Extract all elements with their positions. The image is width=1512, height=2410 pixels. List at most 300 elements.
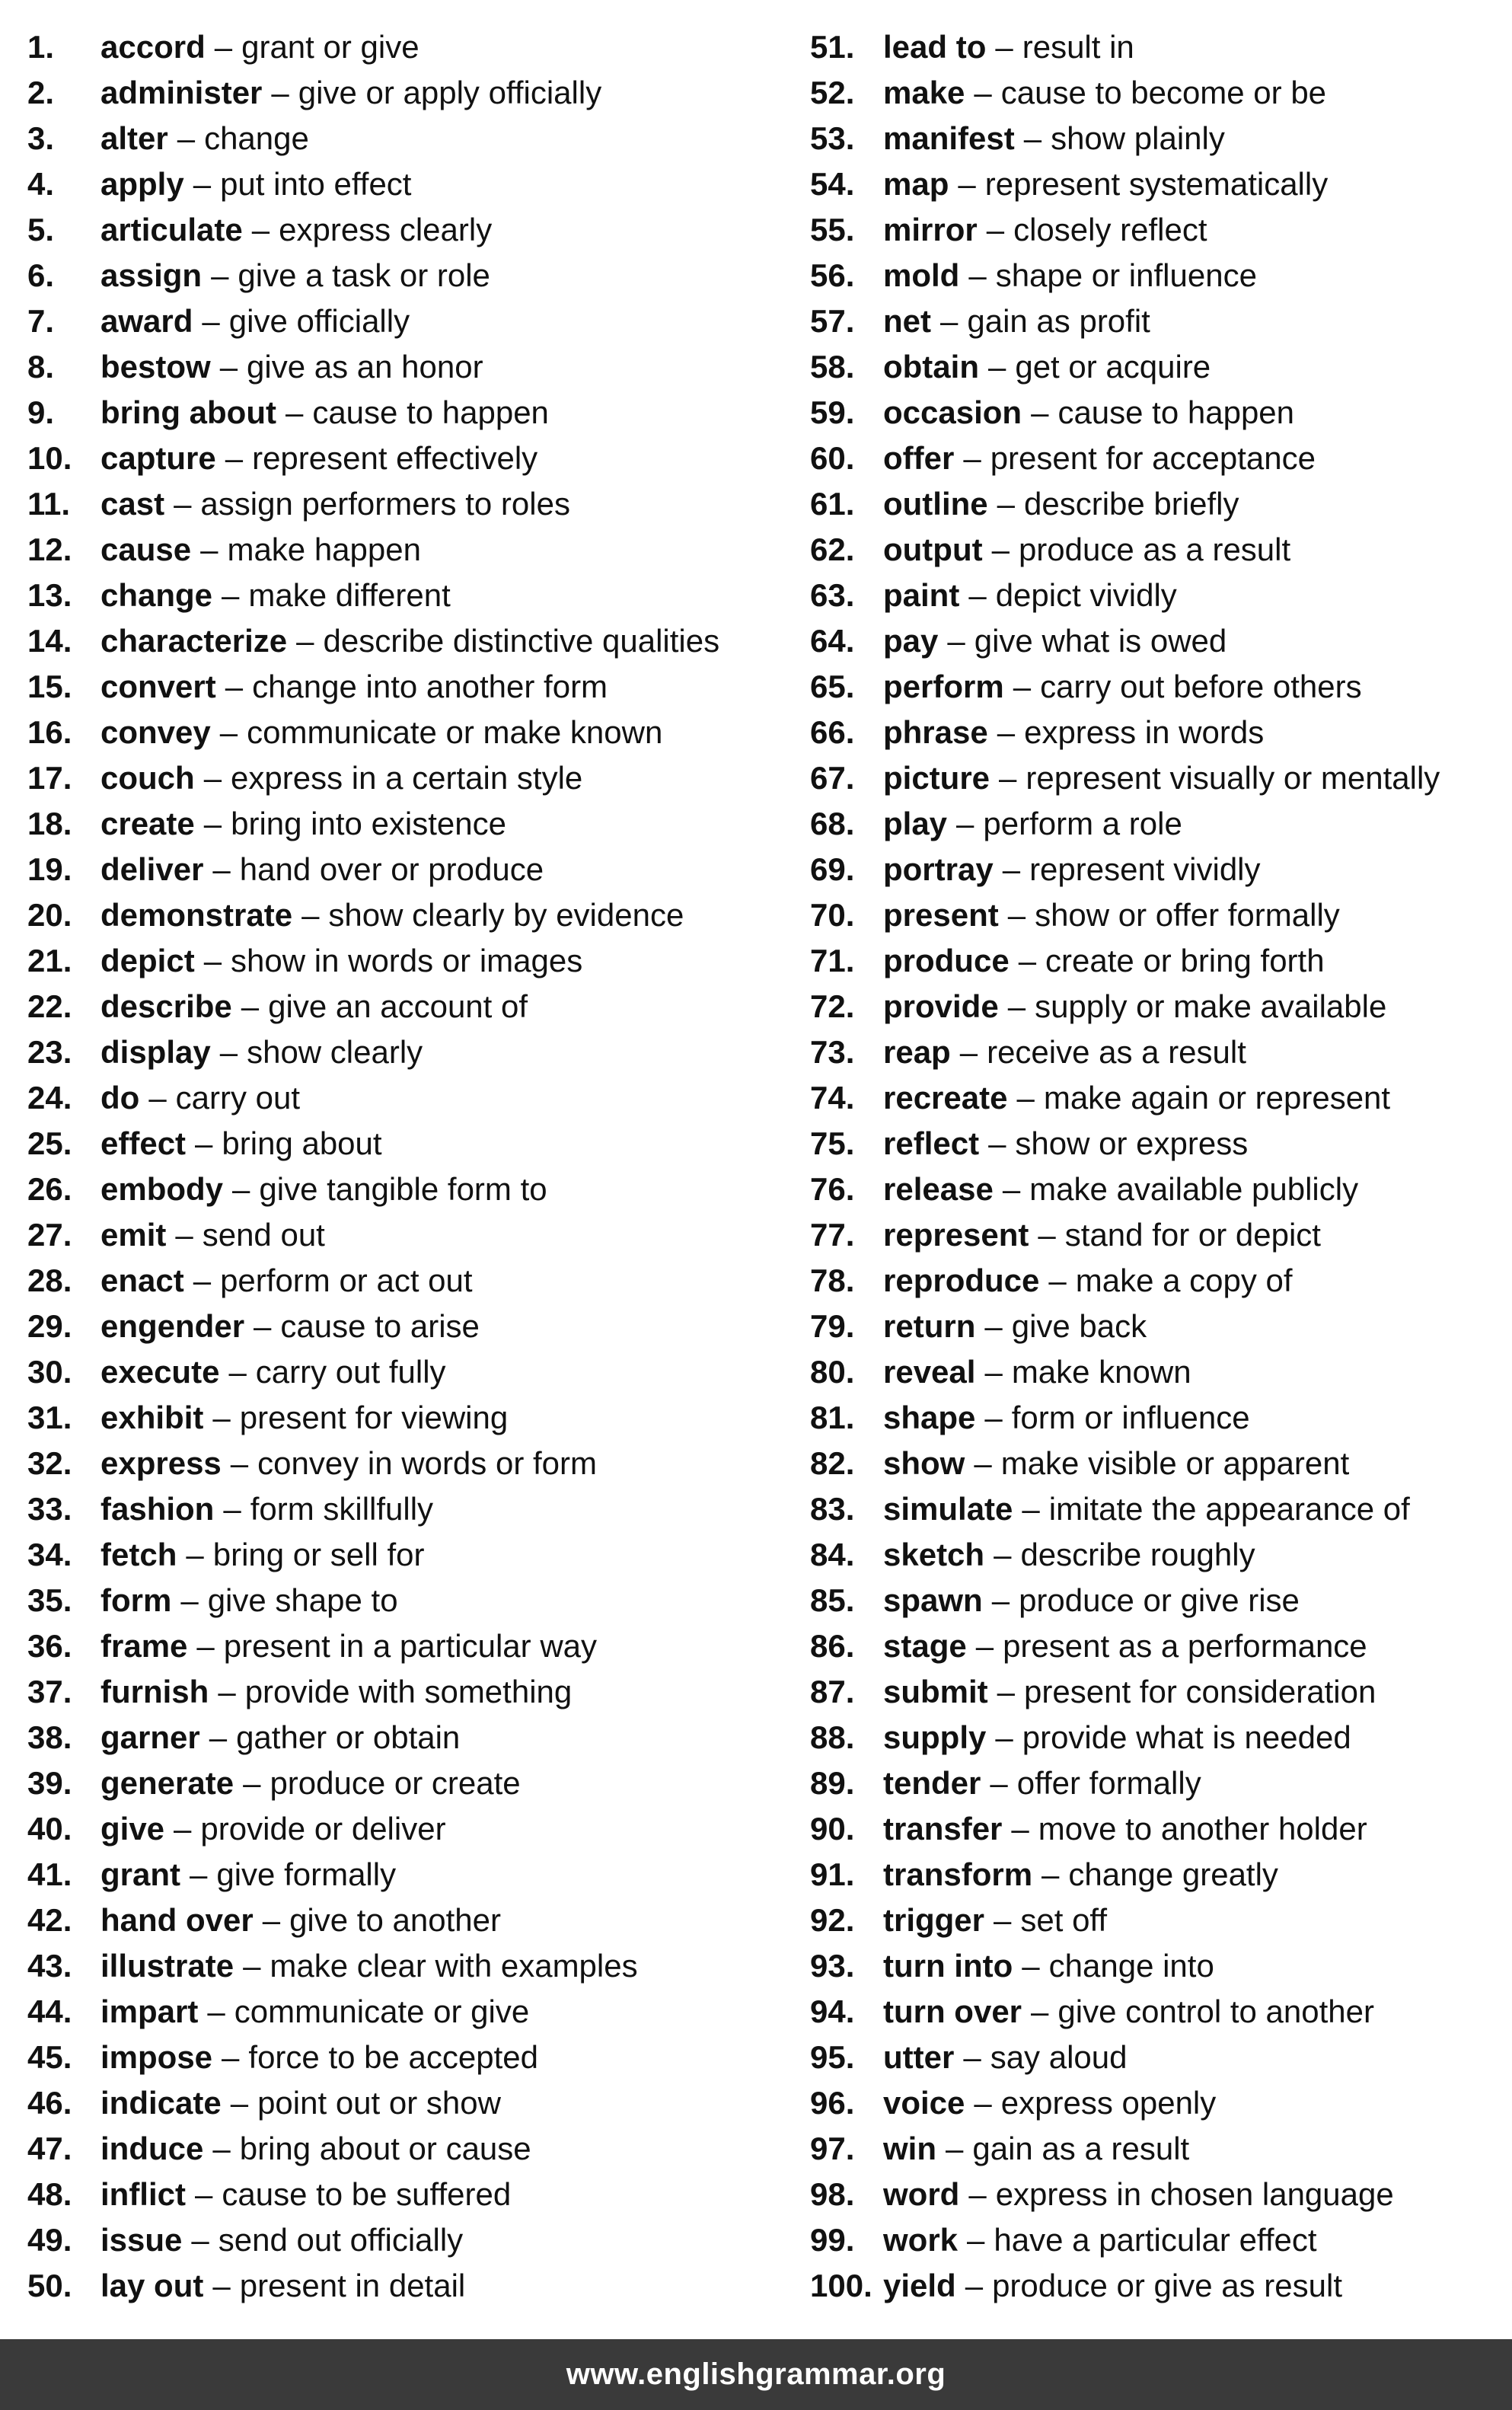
item-word: issue (100, 2222, 183, 2258)
item-separator: – (212, 1400, 231, 1435)
item-definition: present in a particular way (223, 1628, 598, 1664)
item-word: utter (883, 2039, 955, 2075)
item-definition: cause to be suffered (222, 2176, 512, 2212)
item-separator: – (193, 1262, 212, 1298)
item-definition: give as an honor (247, 349, 483, 385)
list-item (27, 664, 774, 710)
item-separator: – (200, 531, 219, 567)
item-word: lay out (100, 2268, 204, 2303)
list-item (27, 1167, 774, 1212)
item-number: 68. (810, 806, 855, 841)
list-item (27, 573, 774, 618)
item-number: 34. (27, 1537, 72, 1572)
word-list-right-column (810, 24, 1495, 2309)
item-separator: – (209, 1719, 228, 1755)
list-item (810, 710, 1495, 755)
item-definition: make a copy of (1075, 1262, 1293, 1298)
item-word: yield (883, 2268, 956, 2303)
list-item (810, 2172, 1495, 2217)
list-item (27, 436, 774, 481)
list-item (810, 24, 1495, 70)
list-item (810, 1258, 1495, 1304)
item-word: pay (883, 623, 939, 659)
item-separator: – (1031, 1993, 1049, 2029)
item-word: create (100, 806, 195, 841)
item-word: lead to (883, 29, 987, 65)
item-number: 21. (27, 943, 72, 978)
item-definition: convey in words or form (257, 1445, 597, 1481)
item-number: 27. (27, 1217, 72, 1253)
item-word: release (883, 1171, 994, 1207)
item-definition: cause to arise (280, 1308, 480, 1344)
list-item (27, 1989, 774, 2035)
item-definition: point out or show (257, 2085, 501, 2121)
item-word: induce (100, 2131, 204, 2166)
item-separator: – (203, 806, 222, 841)
item-separator: – (190, 1856, 208, 1892)
item-word: capture (100, 440, 216, 476)
item-separator: – (211, 257, 229, 293)
list-item (27, 24, 774, 70)
list-item (810, 2263, 1495, 2309)
item-word: obtain (883, 349, 979, 385)
item-separator: – (174, 486, 192, 522)
item-separator: – (968, 2176, 987, 2212)
item-separator: – (968, 257, 987, 293)
item-definition: express in chosen language (995, 2176, 1394, 2212)
list-item (27, 1121, 774, 1167)
item-separator: – (225, 669, 244, 704)
item-definition: offer formally (1016, 1765, 1201, 1801)
item-number: 73. (810, 1034, 855, 1070)
item-number: 22. (27, 988, 72, 1024)
item-word: change (100, 577, 213, 613)
word-list-left-column (27, 24, 774, 2309)
item-definition: make visible or apparent (1000, 1445, 1350, 1481)
list-item (810, 847, 1495, 892)
item-separator: – (1002, 851, 1021, 887)
item-number: 6. (27, 257, 55, 293)
item-definition: cause to happen (1057, 394, 1295, 430)
list-item (27, 1258, 774, 1304)
item-separator: – (285, 394, 304, 430)
item-separator: – (174, 1811, 192, 1847)
item-separator: – (995, 1719, 1013, 1755)
item-number: 75. (810, 1125, 855, 1161)
item-word: couch (100, 760, 195, 796)
item-word: portray (883, 851, 994, 887)
item-number: 31. (27, 1400, 72, 1435)
item-separator: – (974, 2085, 992, 2121)
list-item (810, 1669, 1495, 1715)
item-separator: – (232, 1171, 250, 1207)
item-separator: – (225, 440, 244, 476)
item-number: 61. (810, 486, 855, 522)
item-definition: make happen (227, 531, 421, 567)
item-definition: result in (1022, 29, 1134, 65)
item-definition: perform or act out (220, 1262, 473, 1298)
item-number: 19. (27, 851, 72, 887)
list-item (27, 847, 774, 892)
item-number: 42. (27, 1902, 72, 1938)
item-number: 8. (27, 349, 55, 385)
item-definition: represent vividly (1029, 851, 1261, 887)
list-item (27, 1852, 774, 1898)
list-item (27, 1212, 774, 1258)
item-number: 71. (810, 943, 855, 978)
item-number: 86. (810, 1628, 855, 1664)
item-definition: shape or influence (995, 257, 1257, 293)
item-word: embody (100, 1171, 224, 1207)
item-number: 88. (810, 1719, 855, 1755)
item-definition: gain as a result (972, 2131, 1190, 2166)
item-number: 63. (810, 577, 855, 613)
item-separator: – (223, 1491, 241, 1527)
item-separator: – (963, 2039, 981, 2075)
item-definition: present in detail (239, 2268, 466, 2303)
list-item (810, 1121, 1495, 1167)
item-definition: bring about or cause (239, 2131, 531, 2166)
item-number: 60. (810, 440, 855, 476)
list-item (27, 527, 774, 573)
list-item (810, 664, 1495, 710)
item-definition: describe briefly (1024, 486, 1239, 522)
item-definition: give back (1011, 1308, 1147, 1344)
item-word: engender (100, 1308, 245, 1344)
list-item (810, 1395, 1495, 1441)
item-number: 78. (810, 1262, 855, 1298)
item-definition: produce as a result (1018, 531, 1291, 567)
list-item (810, 892, 1495, 938)
item-word: administer (100, 75, 263, 110)
item-number: 79. (810, 1308, 855, 1344)
item-word: give (100, 1811, 165, 1847)
item-word: cast (100, 486, 165, 522)
item-separator: – (196, 1628, 215, 1664)
item-definition: present as a performance (1003, 1628, 1367, 1664)
item-number: 37. (27, 1674, 72, 1709)
item-definition: provide what is needed (1022, 1719, 1351, 1755)
item-separator: – (186, 1537, 204, 1572)
item-separator: – (262, 1902, 281, 1938)
item-separator: – (1048, 1262, 1067, 1298)
list-item (27, 1441, 774, 1486)
item-separator: – (965, 2268, 984, 2303)
item-definition: make again or represent (1043, 1080, 1391, 1116)
item-separator: – (999, 760, 1017, 796)
item-word: demonstrate (100, 897, 293, 933)
list-item (810, 2126, 1495, 2172)
list-item (810, 298, 1495, 344)
item-separator: – (987, 349, 1006, 385)
item-definition: express openly (1000, 2085, 1217, 2121)
item-definition: describe distinctive qualities (323, 623, 720, 659)
item-number: 65. (810, 669, 855, 704)
item-word: reap (883, 1034, 951, 1070)
item-word: submit (883, 1674, 988, 1709)
item-number: 24. (27, 1080, 72, 1116)
item-number: 93. (810, 1948, 855, 1984)
item-number: 25. (27, 1125, 72, 1161)
item-separator: – (1023, 120, 1042, 156)
item-definition: move to another holder (1038, 1811, 1367, 1847)
item-number: 43. (27, 1948, 72, 1984)
item-separator: – (963, 440, 981, 476)
item-number: 30. (27, 1354, 72, 1390)
item-definition: carry out (175, 1080, 301, 1116)
item-number: 89. (810, 1765, 855, 1801)
item-word: play (883, 806, 948, 841)
item-definition: communicate or give (234, 1993, 530, 2029)
item-number: 96. (810, 2085, 855, 2121)
item-number: 7. (27, 303, 55, 339)
item-separator: – (175, 1217, 193, 1253)
item-definition: bring into existence (231, 806, 507, 841)
footer-bar (0, 2339, 1512, 2410)
item-number: 67. (810, 760, 855, 796)
item-number: 40. (27, 1811, 72, 1847)
item-definition: depict vividly (995, 577, 1177, 613)
item-word: apply (100, 166, 184, 202)
item-separator: – (195, 1125, 213, 1161)
item-separator: – (988, 1125, 1006, 1161)
list-item (27, 618, 774, 664)
item-word: picture (883, 760, 990, 796)
item-number: 91. (810, 1856, 855, 1892)
item-definition: force to be accepted (248, 2039, 538, 2075)
item-definition: provide or deliver (200, 1811, 446, 1847)
list-item (810, 2035, 1495, 2080)
item-separator: – (219, 1034, 238, 1070)
item-word: indicate (100, 2085, 222, 2121)
item-number: 53. (810, 120, 855, 156)
item-word: provide (883, 988, 999, 1024)
list-item (27, 1486, 774, 1532)
item-word: make (883, 75, 965, 110)
item-word: articulate (100, 212, 243, 247)
item-separator: – (203, 760, 222, 796)
list-item (27, 2172, 774, 2217)
item-separator: – (180, 1582, 199, 1618)
list-item (27, 2080, 774, 2126)
item-number: 70. (810, 897, 855, 933)
item-definition: give a task or role (238, 257, 490, 293)
item-definition: give tangible form to (259, 1171, 547, 1207)
item-word: occasion (883, 394, 1022, 430)
item-word: accord (100, 29, 206, 65)
list-item (810, 1212, 1495, 1258)
list-item (810, 801, 1495, 847)
item-separator: – (228, 1354, 247, 1390)
item-word: turn over (883, 1993, 1022, 2029)
item-separator: – (959, 1034, 978, 1070)
item-separator: – (994, 1537, 1012, 1572)
item-separator: – (997, 486, 1016, 522)
item-number: 99. (810, 2222, 855, 2258)
item-definition: give control to another (1057, 1993, 1374, 2029)
item-definition: provide with something (244, 1674, 573, 1709)
list-item (27, 253, 774, 298)
item-separator: – (202, 303, 220, 339)
item-word: mold (883, 257, 960, 293)
list-item (810, 1623, 1495, 1669)
item-word: form (100, 1582, 172, 1618)
list-item (810, 984, 1495, 1029)
list-item (810, 436, 1495, 481)
item-definition: make clear with examples (270, 1948, 638, 1984)
item-definition: give or apply officially (298, 75, 602, 110)
item-number: 3. (27, 120, 55, 156)
item-definition: imitate the appearance of (1048, 1491, 1410, 1527)
item-definition: represent systematically (984, 166, 1329, 202)
item-definition: give shape to (207, 1582, 398, 1618)
item-separator: – (1022, 1491, 1040, 1527)
item-definition: show or offer formally (1035, 897, 1340, 933)
item-number: 4. (27, 166, 55, 202)
item-word: supply (883, 1719, 987, 1755)
item-definition: show in words or images (231, 943, 583, 978)
item-separator: – (967, 2222, 985, 2258)
item-word: assign (100, 257, 203, 293)
list-item (27, 1898, 774, 1943)
item-definition: put into effect (220, 166, 412, 202)
item-word: transfer (883, 1811, 1003, 1847)
item-word: output (883, 531, 983, 567)
item-number: 32. (27, 1445, 72, 1481)
item-word: express (100, 1445, 222, 1481)
item-separator: – (1016, 1080, 1035, 1116)
item-separator: – (230, 1445, 249, 1481)
list-item (27, 801, 774, 847)
item-definition: gather or obtain (236, 1719, 461, 1755)
item-word: characterize (100, 623, 288, 659)
item-number: 46. (27, 2085, 72, 2121)
item-number: 54. (810, 166, 855, 202)
item-separator: – (984, 1400, 1003, 1435)
item-word: grant (100, 1856, 180, 1892)
item-number: 80. (810, 1354, 855, 1390)
item-separator: – (1013, 669, 1032, 704)
item-number: 17. (27, 760, 72, 796)
list-item (27, 1304, 774, 1349)
item-number: 48. (27, 2176, 72, 2212)
list-item (810, 1441, 1495, 1486)
item-word: net (883, 303, 931, 339)
item-separator: – (207, 1993, 225, 2029)
item-separator: – (1007, 897, 1026, 933)
item-word: offer (883, 440, 955, 476)
item-separator: – (254, 1308, 272, 1344)
list-item (27, 1943, 774, 1989)
list-item (27, 710, 774, 755)
item-definition: produce or give as result (992, 2268, 1342, 2303)
list-item (810, 1989, 1495, 2035)
item-separator: – (968, 577, 987, 613)
item-definition: have a particular effect (994, 2222, 1317, 2258)
item-word: illustrate (100, 1948, 234, 1984)
item-word: bestow (100, 349, 211, 385)
item-definition: give an account of (268, 988, 528, 1024)
item-number: 33. (27, 1491, 72, 1527)
item-number: 44. (27, 1993, 72, 2029)
list-item (27, 1715, 774, 1760)
item-word: enact (100, 1262, 184, 1298)
item-number: 58. (810, 349, 855, 385)
list-item (27, 298, 774, 344)
item-separator: – (991, 531, 1010, 567)
item-definition: bring or sell for (212, 1537, 425, 1572)
list-item (27, 1669, 774, 1715)
item-separator: – (986, 212, 1005, 247)
item-number: 64. (810, 623, 855, 659)
item-separator: – (212, 2268, 231, 2303)
item-separator: – (984, 1354, 1003, 1390)
item-definition: perform a role (983, 806, 1182, 841)
item-word: execute (100, 1354, 220, 1390)
item-definition: show plainly (1051, 120, 1225, 156)
item-definition: change into (1048, 1948, 1214, 1984)
item-separator: – (191, 2222, 209, 2258)
item-separator: – (946, 2131, 964, 2166)
item-definition: say aloud (990, 2039, 1128, 2075)
item-separator: – (990, 1765, 1008, 1801)
item-number: 29. (27, 1308, 72, 1344)
item-word: recreate (883, 1080, 1008, 1116)
item-number: 26. (27, 1171, 72, 1207)
item-definition: produce or give rise (1019, 1582, 1300, 1618)
item-word: inflict (100, 2176, 186, 2212)
item-word: furnish (100, 1674, 209, 1709)
list-item (810, 207, 1495, 253)
item-word: phrase (883, 714, 988, 750)
item-word: effect (100, 1125, 187, 1161)
item-number: 69. (810, 851, 855, 887)
list-item (27, 1760, 774, 1806)
item-definition: show or express (1015, 1125, 1249, 1161)
list-item (810, 1806, 1495, 1852)
list-item (27, 892, 774, 938)
item-number: 28. (27, 1262, 72, 1298)
item-separator: – (251, 212, 270, 247)
item-number: 38. (27, 1719, 72, 1755)
item-definition: produce or create (270, 1765, 521, 1801)
item-word: turn into (883, 1948, 1013, 1984)
item-number: 97. (810, 2131, 855, 2166)
item-definition: hand over or produce (239, 851, 544, 887)
item-number: 98. (810, 2176, 855, 2212)
item-definition: describe roughly (1020, 1537, 1255, 1572)
item-number: 10. (27, 440, 72, 476)
item-separator: – (991, 1582, 1010, 1618)
item-word: show (883, 1445, 965, 1481)
item-separator: – (219, 714, 238, 750)
item-separator: – (212, 851, 231, 887)
item-word: transform (883, 1856, 1033, 1892)
list-item (810, 116, 1495, 161)
item-definition: change greatly (1068, 1856, 1278, 1892)
item-word: tender (883, 1765, 981, 1801)
list-item (27, 1806, 774, 1852)
item-separator: – (940, 303, 959, 339)
item-number: 92. (810, 1902, 855, 1938)
item-definition: show clearly by evidence (328, 897, 684, 933)
item-word: do (100, 1080, 140, 1116)
item-definition: give what is owed (974, 623, 1227, 659)
item-word: impart (100, 1993, 199, 2029)
item-definition: get or acquire (1015, 349, 1211, 385)
list-item (27, 161, 774, 207)
footer-url[interactable]: www.englishgrammar.org (566, 2357, 946, 2391)
